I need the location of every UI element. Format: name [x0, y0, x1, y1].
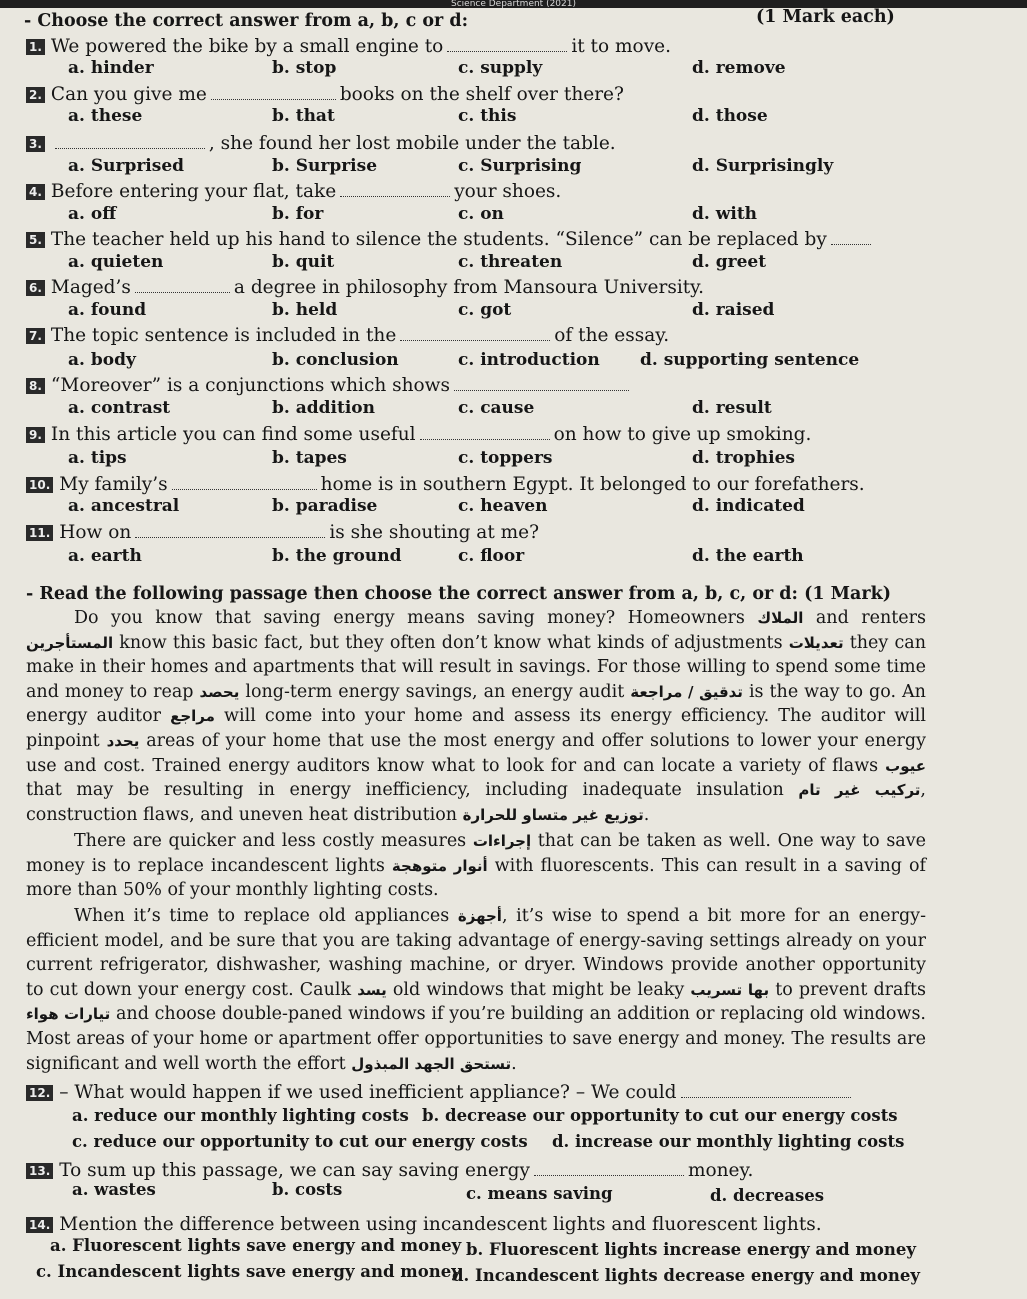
question-number: 8.: [26, 378, 45, 394]
question-number: 1.: [26, 39, 45, 55]
question-8-option-c[interactable]: c. cause: [458, 398, 535, 418]
question-2-option-c[interactable]: c. this: [458, 106, 517, 126]
reading-question-14-option-b[interactable]: b. Fluorescent lights increase energy and money: [466, 1240, 916, 1259]
section-2-title: - Read the following passage then choose the correct answer from a, b, c, or d: (1 Mark): [26, 584, 891, 604]
question-10-option-a[interactable]: a. ancestral: [68, 496, 180, 516]
question-text-after-blank: a degree in philosophy from Mansoura University.: [233, 277, 705, 298]
question-text-before-blank: Can you give me: [50, 84, 207, 105]
question-11-option-a[interactable]: a. earth: [68, 546, 142, 566]
question-10-option-d[interactable]: d. indicated: [692, 496, 805, 516]
question-text-after-blank: on how to give up smoking.: [553, 424, 812, 445]
question-5-option-a[interactable]: a. quieten: [68, 252, 164, 272]
question-number: 2.: [26, 87, 45, 103]
question-4-stem: [26, 181, 561, 202]
section-1-mark: (1 Mark each): [756, 7, 895, 27]
question-1-option-a[interactable]: a. hinder: [68, 58, 154, 78]
question-5-stem: [26, 229, 875, 250]
reading-question-14-stem: [26, 1214, 822, 1235]
question-2-option-b[interactable]: b. that: [272, 106, 335, 126]
reading-question-12-option-c[interactable]: c. reduce our opportunity to cut our energy costs: [72, 1132, 528, 1151]
question-1-option-c[interactable]: c. supply: [458, 58, 543, 78]
question-5-option-c[interactable]: c. threaten: [458, 252, 563, 272]
question-text-before-blank: How on: [59, 522, 132, 543]
reading-question-14-option-a[interactable]: a. Fluorescent lights save energy and money: [50, 1236, 462, 1255]
question-4-option-d[interactable]: d. with: [692, 204, 758, 224]
answer-blank[interactable]: [340, 182, 450, 197]
question-5-option-d[interactable]: d. greet: [692, 252, 767, 272]
question-number: 13.: [26, 1163, 53, 1179]
question-2-stem: [26, 84, 624, 105]
question-6-stem: [26, 277, 704, 298]
question-text-after-blank: your shoes.: [454, 181, 562, 202]
question-1-stem: [26, 36, 671, 57]
question-5-option-b[interactable]: b. quit: [272, 252, 335, 272]
answer-blank[interactable]: [135, 278, 230, 293]
passage-paragraph-1: Do you know that saving energy means saving money? Homeowners الملاك and renters المستأجرين know this basic fact, but they often don’t know what kinds of adjustments تعديلات they can make in their homes and apartments that will result in savings. For those willing to spend some time and money to reap يحصد long-term energy savings, an energy audit تدقيق / مراجعة is the way to go. An energy auditor مراجع will come into your home and assess its energy efficiency. The auditor will pinpoint يحدد areas of your home that use the most energy and offer solutions to lower your energy use and cost. Trained energy auditors know what to look for and can locate a variety of flaws عيوب that may be resulting in energy inefficiency, including inadequate insulation تركيب غير تام, construction flaws, and uneven heat distribution توزيع غير متساو للحرارة.: [26, 608, 926, 825]
question-4-option-b[interactable]: b. for: [272, 204, 324, 224]
reading-question-14-option-d[interactable]: d. Incandescent lights decrease energy and money: [452, 1266, 920, 1285]
question-number: 5.: [26, 232, 45, 248]
answer-blank[interactable]: [211, 85, 336, 100]
question-text-before-blank: “Moreover” is a conjunctions which shows: [50, 375, 450, 396]
question-number: 11.: [26, 525, 53, 541]
reading-question-13-option-c[interactable]: c. means saving: [466, 1184, 613, 1203]
question-text-after-blank: of the essay.: [554, 325, 670, 346]
question-3-stem: [26, 133, 616, 154]
question-number: 10.: [26, 477, 53, 493]
question-9-option-b[interactable]: b. tapes: [272, 448, 347, 468]
question-text-before-blank: To sum up this passage, we can say saving energy: [59, 1160, 530, 1181]
question-7-option-b[interactable]: b. conclusion: [272, 350, 399, 370]
question-text-after-blank: home is in southern Egypt. It belonged to our forefathers.: [320, 474, 865, 495]
answer-blank[interactable]: [400, 326, 550, 341]
reading-question-12-option-b[interactable]: b. decrease our opportunity to cut our energy costs: [422, 1106, 898, 1125]
question-8-option-d[interactable]: d. result: [692, 398, 772, 418]
question-6-option-c[interactable]: c. got: [458, 300, 512, 320]
question-6-option-d[interactable]: d. raised: [692, 300, 775, 320]
question-9-option-a[interactable]: a. tips: [68, 448, 127, 468]
question-11-option-b[interactable]: b. the ground: [272, 546, 402, 566]
answer-blank[interactable]: [454, 376, 629, 391]
question-2-option-d[interactable]: d. those: [692, 106, 768, 126]
question-number: 4.: [26, 184, 45, 200]
question-text-before-blank: Before entering your flat, take: [50, 181, 337, 202]
question-2-option-a[interactable]: a. these: [68, 106, 143, 126]
answer-blank[interactable]: [447, 37, 567, 52]
question-10-option-c[interactable]: c. heaven: [458, 496, 548, 516]
question-text-before-blank: Mention the difference between using incandescent lights and fluorescent lights.: [59, 1214, 822, 1235]
answer-blank[interactable]: [172, 475, 317, 490]
question-3-option-b[interactable]: b. Surprise: [272, 156, 378, 176]
answer-blank[interactable]: [420, 425, 550, 440]
question-number: 9.: [26, 427, 45, 443]
reading-question-12-stem: [26, 1082, 855, 1103]
reading-question-12-option-d[interactable]: d. increase our monthly lighting costs: [552, 1132, 905, 1151]
question-text-after-blank: it to move.: [571, 36, 671, 57]
question-9-option-c[interactable]: c. toppers: [458, 448, 553, 468]
reading-question-13-option-a[interactable]: a. wastes: [72, 1180, 156, 1199]
question-text-after-blank: , she found her lost mobile under the table.: [208, 133, 616, 154]
question-4-option-a[interactable]: a. off: [68, 204, 117, 224]
section-1-title: - Choose the correct answer from a, b, c or d:: [24, 11, 469, 31]
answer-blank[interactable]: [135, 523, 325, 538]
answer-blank[interactable]: [55, 134, 205, 149]
question-7-option-a[interactable]: a. body: [68, 350, 136, 370]
question-1-option-b[interactable]: b. stop: [272, 58, 337, 78]
reading-question-13-option-d[interactable]: d. decreases: [710, 1186, 825, 1205]
question-7-option-d[interactable]: d. supporting sentence: [640, 350, 860, 370]
question-8-option-b[interactable]: b. addition: [272, 398, 375, 418]
question-10-option-b[interactable]: b. paradise: [272, 496, 378, 516]
question-text-before-blank: The teacher held up his hand to silence the students. “Silence” can be replaced by: [50, 229, 827, 250]
question-3-option-c[interactable]: c. Surprising: [458, 156, 582, 176]
question-3-option-d[interactable]: d. Surprisingly: [692, 156, 834, 176]
question-9-option-d[interactable]: d. trophies: [692, 448, 795, 468]
question-10-stem: [26, 474, 865, 495]
question-6-option-b[interactable]: b. held: [272, 300, 338, 320]
question-number: 14.: [26, 1217, 53, 1233]
passage-paragraph-2: There are quicker and less costly measures إجراءات that can be taken as well. One way to save money is to replace incandescent lights أنوار متوهجة with fluorescents. This can result in a saving of more than 50% of your monthly lighting costs.: [26, 831, 926, 901]
question-7-option-c[interactable]: c. introduction: [458, 350, 600, 370]
question-number: 12.: [26, 1085, 53, 1101]
question-9-stem: [26, 424, 811, 445]
question-number: 7.: [26, 328, 45, 344]
reading-question-13-stem: [26, 1160, 753, 1181]
question-11-stem: [26, 522, 539, 543]
question-text-before-blank: In this article you can find some useful: [50, 424, 416, 445]
question-11-option-d[interactable]: d. the earth: [692, 546, 804, 566]
question-text-before-blank: Maged’s: [50, 277, 131, 298]
question-7-stem: [26, 325, 669, 346]
answer-blank[interactable]: [831, 230, 871, 245]
question-3-option-a[interactable]: a. Surprised: [68, 156, 185, 176]
reading-question-13-option-b[interactable]: b. costs: [272, 1180, 343, 1199]
answer-blank[interactable]: [681, 1083, 851, 1098]
question-number: 3.: [26, 136, 45, 152]
question-text-before-blank: My family’s: [59, 474, 168, 495]
question-text-after-blank: money.: [687, 1160, 754, 1181]
question-text-before-blank: We powered the bike by a small engine to: [50, 36, 444, 57]
department-banner: Science Department (2021): [0, 0, 1027, 8]
question-8-stem: [26, 375, 633, 396]
question-text-after-blank: books on the shelf over there?: [339, 84, 624, 105]
question-text-after-blank: is she shouting at me?: [329, 522, 540, 543]
passage-paragraph-3: When it’s time to replace old appliances أجهزة, it’s wise to spend a bit more for an energy-efficient model, and be sure that you are taking advantage of energy-saving settings already on your current refrigerator, dishwasher, washing machine, or dryer. Windows provide another opportunity to cut down your energy cost. Caulk يسد old windows that might be leaky بها تسريب to prevent drafts تيارات هواء and choose double-paned windows if you’re building an addition or replacing old windows. Most areas of your home or apartment offer opportunities to save energy and money. The results are significant and well worth the effort تستحق الجهد المبذول.: [26, 906, 926, 1074]
answer-blank[interactable]: [534, 1161, 684, 1176]
question-4-option-c[interactable]: c. on: [458, 204, 504, 224]
question-8-option-a[interactable]: a. contrast: [68, 398, 171, 418]
question-text-before-blank: – What would happen if we used inefficient appliance? – We could: [59, 1082, 677, 1103]
reading-question-12-option-a[interactable]: a. reduce our monthly lighting costs: [72, 1106, 409, 1125]
question-11-option-c[interactable]: c. floor: [458, 546, 525, 566]
question-number: 6.: [26, 280, 45, 296]
question-6-option-a[interactable]: a. found: [68, 300, 147, 320]
question-text-before-blank: The topic sentence is included in the: [50, 325, 397, 346]
reading-question-14-option-c[interactable]: c. Incandescent lights save energy and money: [36, 1262, 461, 1281]
question-1-option-d[interactable]: d. remove: [692, 58, 786, 78]
